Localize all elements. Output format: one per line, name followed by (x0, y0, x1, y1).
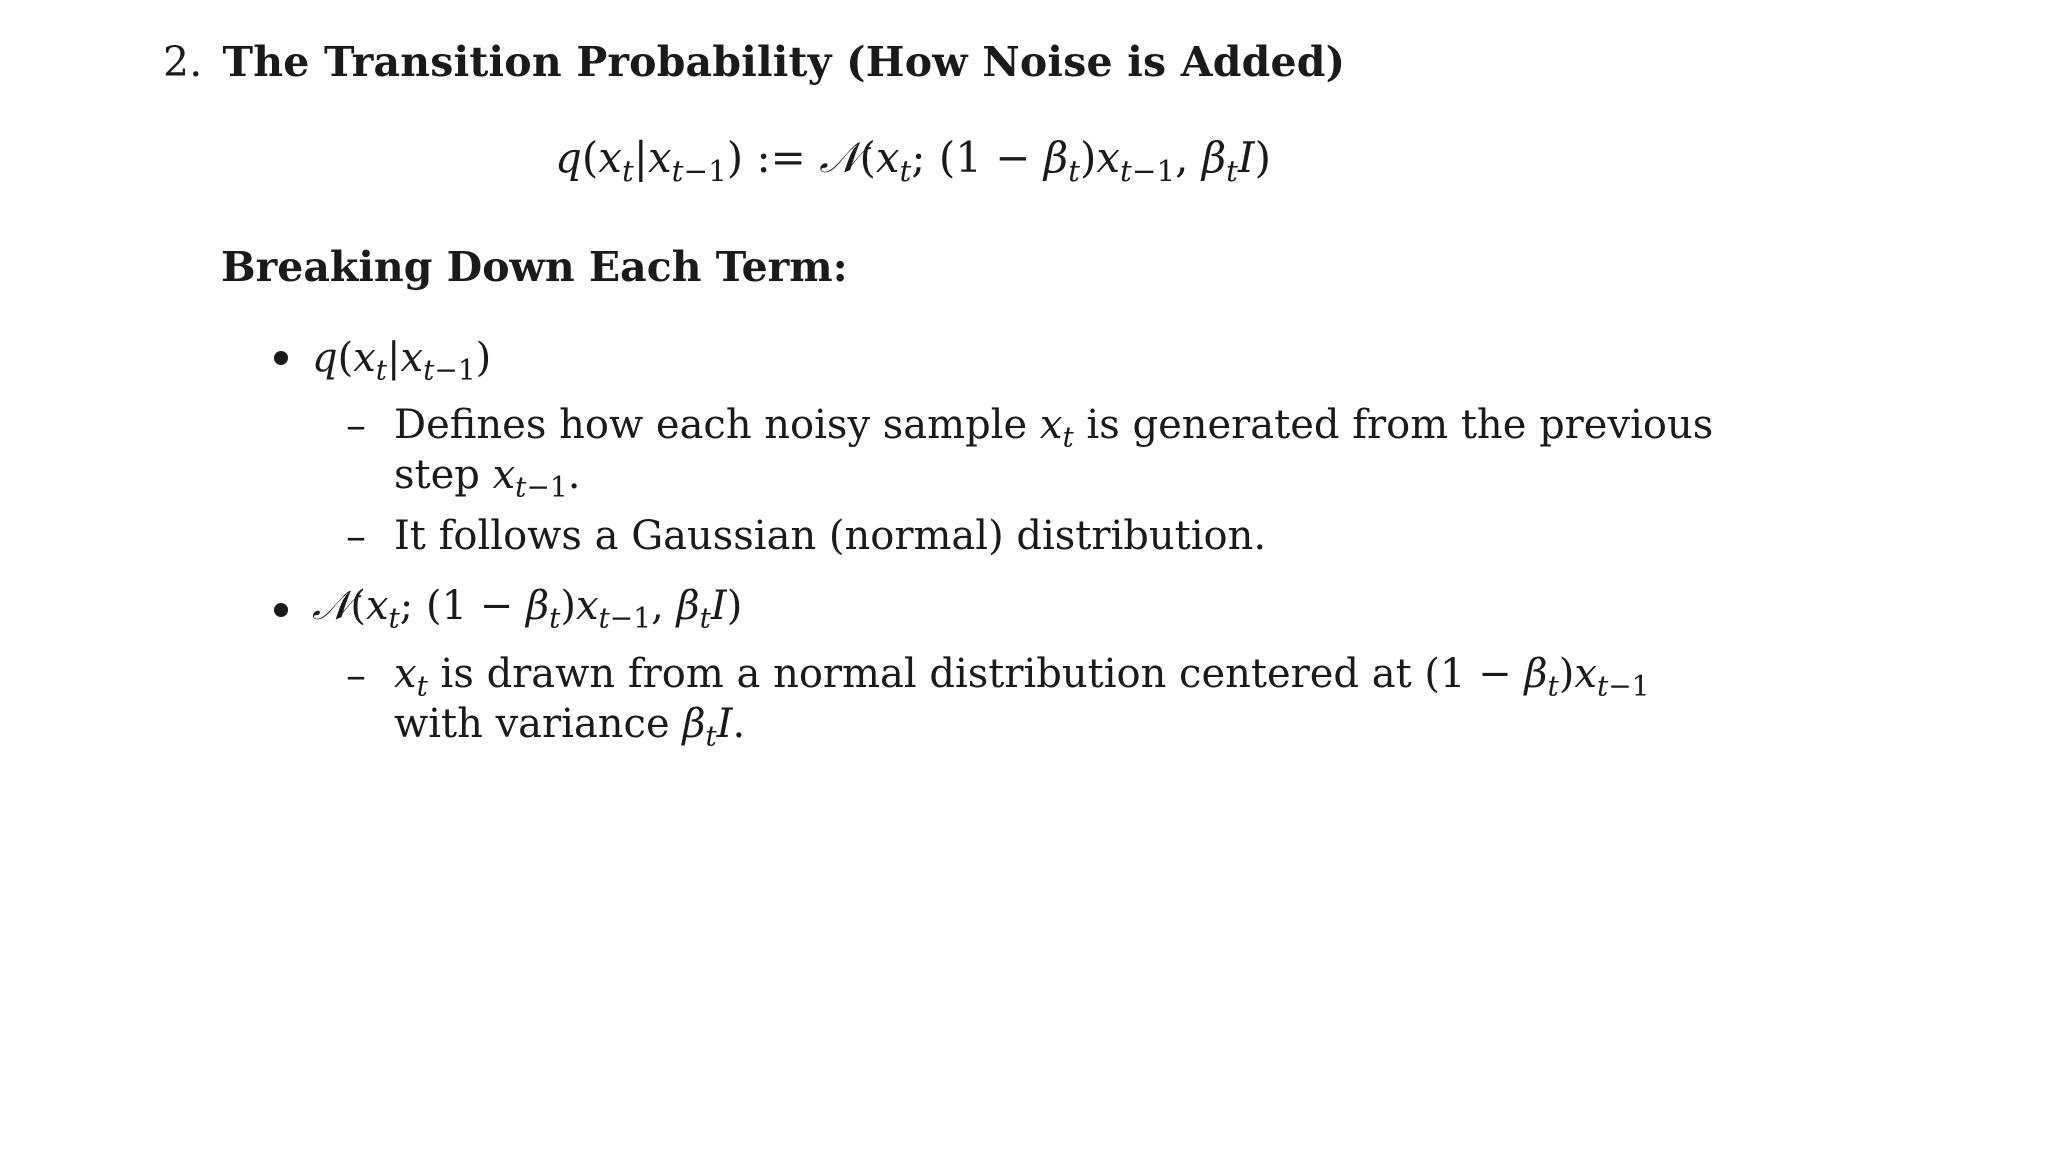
subitem-drawn-line1: $x_t$ is drawn from a normal distribution centered at $(1 - \beta_t)x_{t-1}$ (394, 651, 1650, 703)
subitem-text: is generated from the previous (1086, 402, 1714, 448)
subitem-text: with variance (394, 701, 670, 747)
subitem-defines-line1: Defines how each noisy sample $x_t$ is generated from the previous (394, 402, 1714, 454)
bullet-marker (274, 603, 288, 617)
subitem-text: step (394, 452, 480, 498)
term-normal-distribution: $𝒩(x_t$; $(1 - \beta_t)x_{t-1}$, $\beta_tI$) (312, 583, 743, 635)
subitem-drawn-line2: with variance $\beta_tI$. (394, 701, 746, 753)
transition-equation: $q(x_t|x_{t-1})$ := $𝒩(x_t$; $(1 - \beta_t)x_{t-1}$, $\beta_tI$) (555, 133, 1271, 188)
section-heading (163, 38, 1345, 86)
dash-marker: – (346, 653, 366, 699)
term-q-conditional: $q(x_t|x_{t-1})$ (312, 335, 492, 387)
section-title: The Transition Probability (How Noise is Added) (222, 38, 1346, 86)
subitem-text: is drawn from a normal distribution centered at (440, 651, 1412, 697)
subitem-text: Defines how each noisy sample (394, 402, 1028, 448)
subitem-defines-line2: step $x_{t-1}$. (394, 452, 581, 504)
section-number: 2. (163, 38, 203, 86)
math-var: x (1039, 402, 1063, 448)
subitem-gaussian: It follows a Gaussian (normal) distribution. (394, 513, 1267, 559)
bullet-marker (274, 351, 288, 365)
dash-marker: – (346, 403, 366, 449)
dash-marker: – (346, 514, 366, 560)
period: . (567, 452, 581, 498)
breakdown-heading: Breaking Down Each Term: (221, 243, 848, 291)
